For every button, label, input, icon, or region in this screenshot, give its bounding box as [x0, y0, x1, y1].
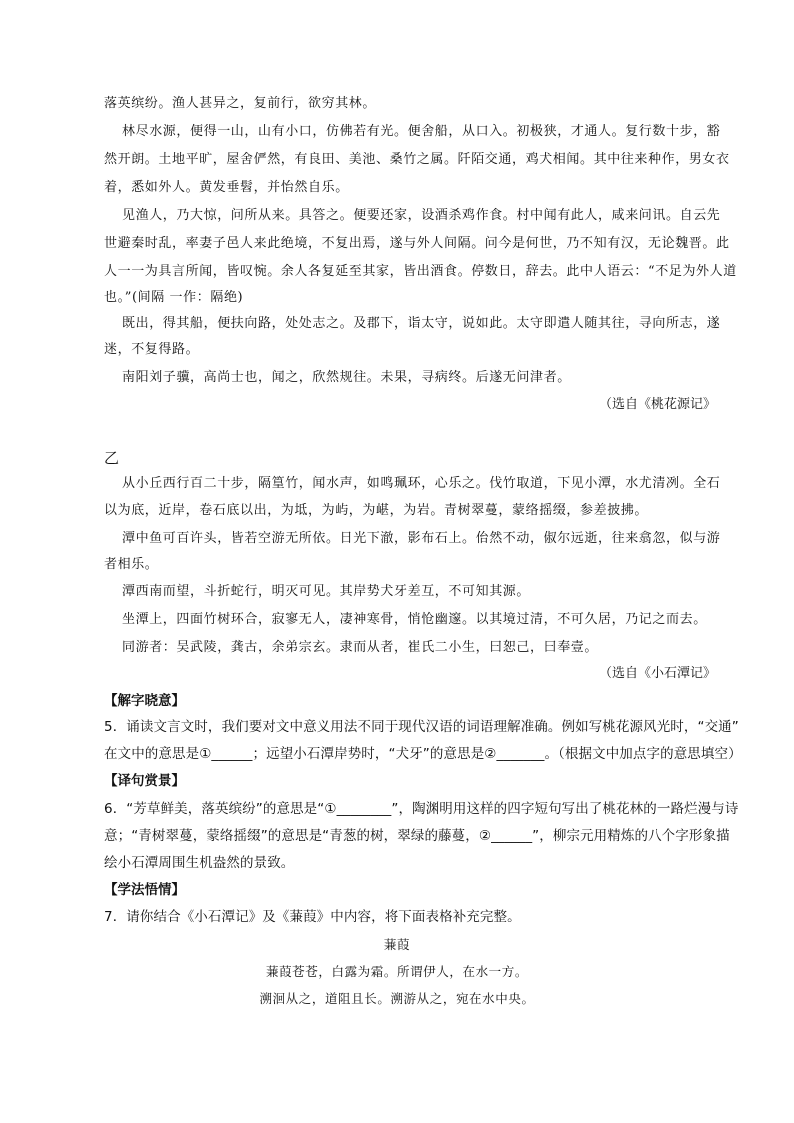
jia-line-3: 然开朗。土地平旷，屋舍俨然，有良田、美池、桑竹之属。阡陌交通，鸡犬相闻。其中往来种作，男女衣 — [104, 152, 730, 167]
yi-line-4: 者相乐。 — [104, 557, 159, 572]
jia-line-6: 世避秦时乱，率妻子邑人来此绝境，不复出焉，遂与外人间隔。问今是何世，乃不知有汉，无论魏晋。此 — [104, 236, 730, 251]
jia-line-1: 落英缤纷。渔人甚异之，复前行，欲穷其林。 — [104, 96, 377, 111]
yi-line-3: 潭中鱼可百许头，皆若空游无所依。日光下澈，影布石上。佁然不动，俶尔远逝，往来翕忽，似与游 — [122, 531, 721, 546]
jia-line-11: 南阳刘子骥，高尚士也，闻之，欣然规往。未果，寻病终。后遂无问津者。 — [122, 370, 571, 385]
jia-line-8: 也。”(间隔 一作：隔绝) — [104, 290, 244, 305]
question-6-line-1: 6．“芳草鲜美，落英缤纷”的意思是“①________”，陶渊明用这样的四字短句写出了桃花林的一路烂漫与诗 — [104, 801, 739, 817]
jia-line-4: 着，悉如外人。黄发垂髫，并怡然自乐。 — [104, 180, 349, 195]
poem-line-1: 蒹葭苍苍，白露为霜。所谓伊人，在水一方。 — [265, 964, 528, 979]
jia-line-7: 人一一为具言所闻，皆叹惋。余人各复延至其家，皆出酒食。停数日，辞去。此中人语云：“不足为外人道 — [104, 264, 737, 279]
section-heading-jiezi: 【解字晓意】 — [104, 693, 185, 709]
jia-line-5: 见渔人，乃大惊，问所从来。具答之。便要还家，设酒杀鸡作食。村中闻有此人，咸来问讯。自云先 — [122, 208, 721, 223]
question-7-line-1: 7．请你结合《小石潭记》及《蒹葭》中内容，将下面表格补充完整。 — [104, 909, 521, 925]
question-6-line-3: 绘小石潭周围生机盎然的景致。 — [104, 855, 295, 871]
yi-source: （选自《小石潭记》 — [598, 666, 716, 681]
poem-line-2: 溯洄从之，道阻且长。溯游从之，宛在水中央。 — [259, 991, 535, 1006]
yi-line-7: 同游者：吴武陵，龚古，余弟宗玄。隶而从者，崔氏二小生，曰恕己，曰奉壹。 — [122, 640, 599, 655]
jia-line-10: 迷，不复得路。 — [104, 342, 200, 357]
jia-line-9: 既出，得其船，便扶向路，处处志之。及郡下，诣太守，说如此。太守即遣人随其往，寻向所志，遂 — [122, 316, 721, 331]
poem-title: 蒹葭 — [383, 937, 411, 952]
yi-line-2: 以为底，近岸，卷石底以出，为坻，为屿，为嵁，为岩。青树翠蔓，蒙络摇缀，参差披拂。 — [104, 503, 649, 518]
yi-line-1: 从小丘西行百二十步，隔篁竹，闻水声，如鸣珮环，心乐之。伐竹取道，下见小潭，水尤清冽。全石 — [122, 476, 721, 491]
yi-marker: 乙 — [104, 449, 120, 467]
section-heading-yiju: 【译句赏景】 — [104, 773, 185, 789]
yi-line-6: 坐潭上，四面竹树环合，寂寥无人，凄神寒骨，悄怆幽邃。以其境过清，不可久居，乃记之而去。 — [122, 612, 707, 627]
question-5-line-1: 5．诵读文言文时，我们要对文中意义用法不同于现代汉语的词语理解准确。例如写桃花源风光时，“交通” — [104, 719, 739, 735]
jia-line-2: 林尽水源，便得一山，山有小口，仿佛若有光。便舍船，从口入。初极狭，才通人。复行数十步，豁 — [122, 124, 721, 139]
jia-source: （选自《桃花源记》 — [598, 397, 716, 412]
section-heading-xuefa: 【学法悟情】 — [104, 882, 185, 898]
question-5-line-2: 在文中的意思是①______；远望小石潭岸势时，“犬牙”的意思是②_______。（根据文中加点字的意思填空） — [104, 746, 742, 762]
question-6-line-2: 意；“青树翠蔓，蒙络摇缀”的意思是“青葱的树，翠绿的藤蔓，②______”，柳宗元用精炼的八个字形象描 — [104, 828, 730, 844]
yi-line-5: 潭西南而望，斗折蛇行，明灭可见。其岸势犬牙差互，不可知其源。 — [122, 584, 531, 599]
